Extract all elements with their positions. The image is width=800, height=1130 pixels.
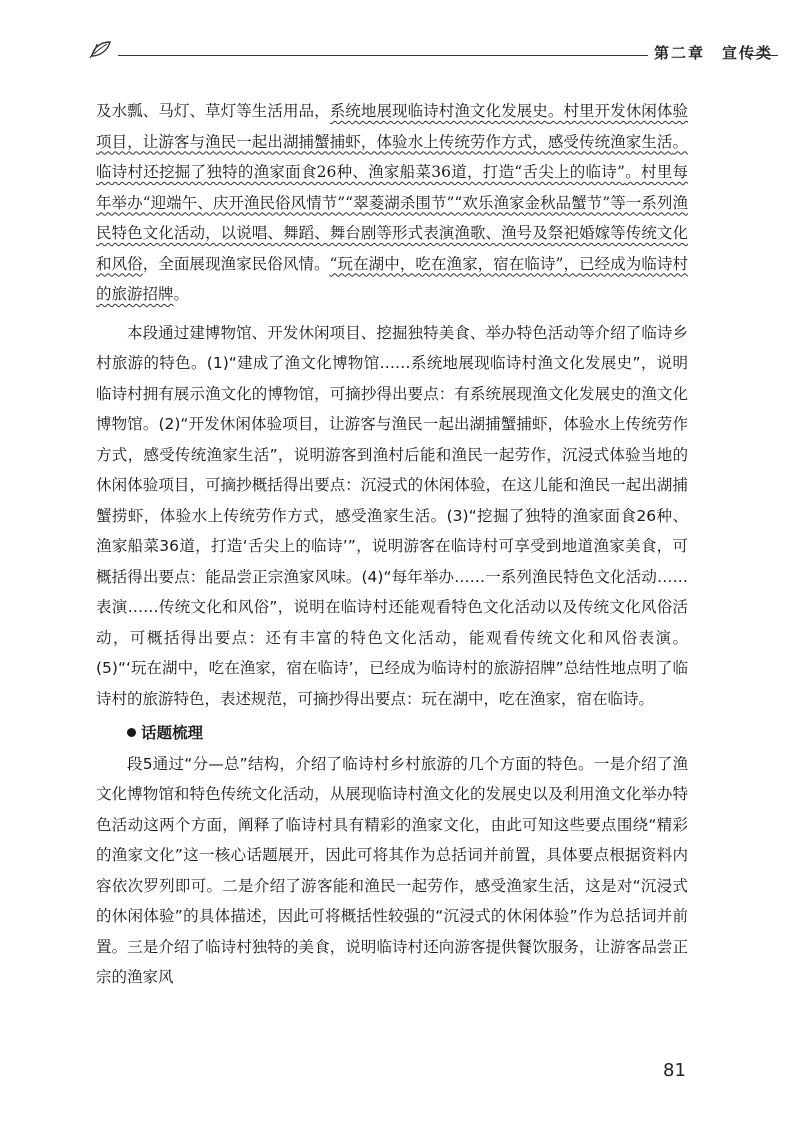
header-rule-left	[118, 55, 648, 56]
topic-paragraph: 段5通过“分—总”结构，介绍了临诗村乡村旅游的几个方面的特色。一是介绍了渔文化博物馆和特色传统文化活动，从展现临诗村渔文化的发展史以及利用渔文化举办特色活动这两个方面，阐释了临诗村具有精彩的渔家文化，由此可知这些要点围绕“精彩的渔家文化”这一核心话题展开，因此可将其作为总括词并前置，具体要点根据资料内容依次罗列即可。二是介绍了游客能和渔民一起劳作，感受渔家生活，这是对“沉浸式的休闲体验”的具体描述，因此可将概括性较强的“沉浸式的休闲体验”作为总括词并前置。三是介绍了临诗村独特的美食，说明临诗村还向游客提供餐饮服务，让游客品尝正宗的渔家风	[96, 754, 688, 986]
analysis-paragraph: 本段通过建博物馆、开发休闲项目、挖掘独特美食、举办特色活动等介绍了临诗乡村旅游的特色。(1)“建成了渔文化博物馆……系统地展现临诗村渔文化发展史”，说明临诗村拥有展示渔文化的博物馆，可摘抄得出要点：有系统展现渔文化发展史的渔文化博物馆。(2)“开发休闲体验项目，让游客与渔民一起出湖捕蟹捕虾，体验水上传统劳作方式，感受传统渔家生活”，说明游客到渔村后能和渔民一起劳作，沉浸式体验当地的休闲体验项目，可摘抄概括得出要点：沉浸式的休闲体验，在这儿能和渔民一起出湖捕蟹捞虾，体验水上传统劳作方式，感受渔家生活。(3)“挖掘了独特的渔家面食26种、渔家船菜36道，打造‘舌尖上的临诗’”，说明游客在临诗村可享受到地道渔家美食，可概括得出要点：能品尝正宗渔家风味。(4)“每年举办……一系列渔民特色文化活动……表演……传统文化和风俗”，说明在临诗村还能观看特色文化活动以及传统文化风俗活动，可概括得出要点：还有丰富的特色文化活动，能观看传统文化和风俗表演。(5)“‘玩在湖中，吃在渔家，宿在临诗’，已经成为临诗村的旅游招牌”总结性地点明了临诗村的旅游特色，表述规范，可摘抄得出要点：玩在湖中，吃在渔家，宿在临诗。	[96, 323, 688, 708]
key-point-slogan: “玩在湖中，吃在渔家，宿在临诗”，已经成为临诗村的旅游招牌	[96, 254, 688, 303]
section-heading-text: 话题梳理	[141, 724, 204, 742]
page-number: 81	[663, 1060, 686, 1081]
chapter-title: 第二章 宣传类	[654, 44, 774, 62]
running-header	[88, 38, 778, 68]
key-point-experience: 。村里开发休闲体验项目，让游客与渔民一起出湖捕蟹捕虾，体验水上传统劳作方式，感受传统渔家生活	[96, 102, 688, 151]
page-body	[96, 96, 688, 993]
source-text-1: 及水瓢、马灯、草灯等生活用品，	[96, 102, 330, 120]
key-point-food: 。临诗村还挖掘了独特的渔家面食26种、渔家船菜36道，打造“舌尖上的临诗”	[96, 132, 688, 181]
source-text-2: ，全面展现渔家民俗风情。	[142, 254, 330, 273]
section-heading	[96, 718, 688, 749]
header-rule-right	[748, 55, 778, 56]
source-paragraph	[96, 96, 688, 310]
bullet-dot-icon	[127, 728, 136, 737]
key-point-activities: 。村里每年举办“迎端午、庆开渔民俗风情节”“翠菱湖杀围节”“欢乐渔家金秋品蟹节”等一系列渔民特色文化活动，以说唱、舞蹈、舞台剧等形式表演渔歌、渔号及祭祀婚嫁等传统文化和风俗	[96, 163, 688, 273]
source-text-3: 。	[173, 285, 190, 303]
leaf-ornament-icon	[88, 38, 116, 60]
key-point-museum: 系统地展现临诗村渔文化发展史	[329, 102, 548, 120]
